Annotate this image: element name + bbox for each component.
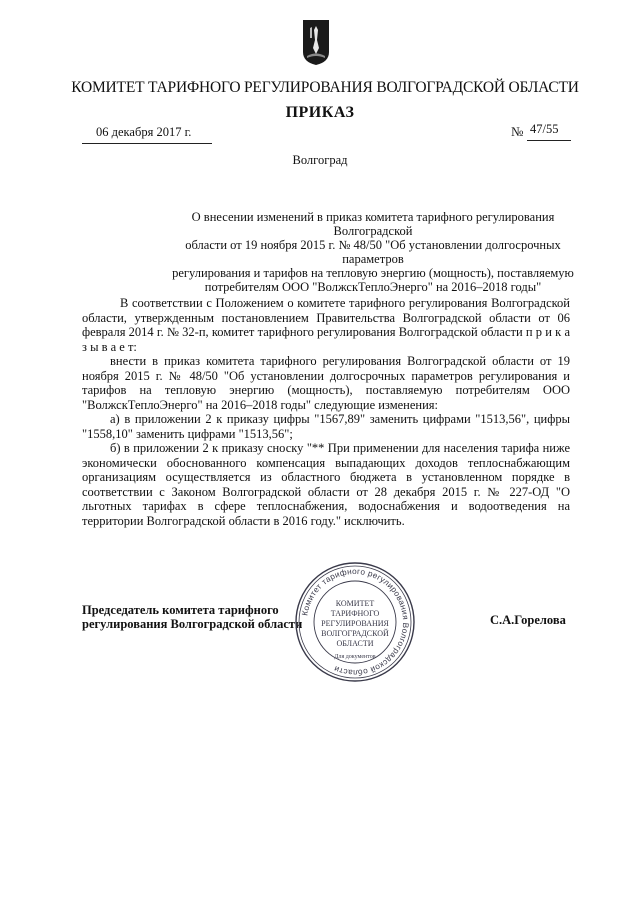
document-type: ПРИКАЗ xyxy=(285,104,355,121)
coat-of-arms-icon xyxy=(301,18,331,66)
signatory-title-line: регулирования Волгоградской области xyxy=(82,617,303,631)
body-paragraph: б) в приложении 2 к приказу сноску "** При применении для населения тарифа ниже экономически обоснованного компенсация выпадающих доходов теплоснабжающим организациям осуществляется из областного бюджета в установленном порядке в соответствии с Законом Волгоградской области от 28 декабря 2015 г. № 227-ОД "О льготных тарифах в сфере теплоснабжения, водоснабжения и водоотведения на территории Волгоградской области в 2016 году." исключить. xyxy=(82,441,570,528)
document-date: 06 декабря 2017 г. xyxy=(96,125,192,139)
seal-ring-text: Комитет тарифного регулирования Волгоградской области xyxy=(300,566,411,678)
body-paragraph: В соответствии с Положением о комитете тарифного регулирования Волгоградской области, утвержденным постановлением Правительства Волгоградской области от 06 февраля 2014 г. № 32-п, комитет тарифного регулирования Волгоградской области п р и к а з ы в а е т: xyxy=(82,296,570,354)
subject-line: области от 19 ноября 2015 г. № 48/50 "Об установлении долгосрочных параметров xyxy=(185,238,561,266)
signatory-title-line: Председатель комитета тарифного xyxy=(82,603,279,617)
signatory-name: С.А.Горелова xyxy=(490,613,566,627)
document-subject xyxy=(158,210,588,294)
seal-center-text: РЕГУЛИРОВАНИЯ xyxy=(321,619,389,628)
seal-center-text: ОБЛАСТИ xyxy=(336,639,374,648)
subject-line: О внесении изменений в приказ комитета тарифного регулирования Волгоградской xyxy=(191,210,555,238)
document-body xyxy=(82,296,570,528)
seal-bottom-text: Для документов xyxy=(334,654,376,660)
body-paragraph: внести в приказ комитета тарифного регулирования Волгоградской области от 19 ноября 2015 г. № 48/50 "Об установлении долгосрочных параметров регулирования и тарифов на тепловую энергию (мощность), поставляемую потребителям ООО "ВолжскТеплоЭнерго" на 2016–2018 годы" следующие изменения: xyxy=(82,354,570,412)
number-underline xyxy=(527,140,571,141)
subject-line: регулирования и тарифов на тепловую энергию (мощность), поставляемую xyxy=(172,266,574,280)
seal-center-text: ТАРИФНОГО xyxy=(330,609,380,618)
organization-name: КОМИТЕТ ТАРИФНОГО РЕГУЛИРОВАНИЯ ВОЛГОГРАДСКОЙ ОБЛАСТИ xyxy=(71,79,579,96)
seal-center-text: КОМИТЕТ xyxy=(335,599,375,608)
number-label: № xyxy=(511,124,524,139)
date-underline xyxy=(82,143,212,144)
document-number: 47/55 xyxy=(530,122,559,136)
official-seal xyxy=(293,560,417,684)
seal-center-text: ВОЛГОГРАДСКОЙ xyxy=(321,629,389,638)
signatory-title xyxy=(82,603,322,631)
subject-line: потребителям ООО "ВолжскТеплоЭнерго" на 2016–2018 годы" xyxy=(204,280,542,294)
body-paragraph: а) в приложении 2 к приказу цифры "1567,89" заменить цифрами "1513,56", цифры "1558,10" заменить цифрами "1513,56"; xyxy=(82,412,570,441)
city: Волгоград xyxy=(292,153,348,167)
